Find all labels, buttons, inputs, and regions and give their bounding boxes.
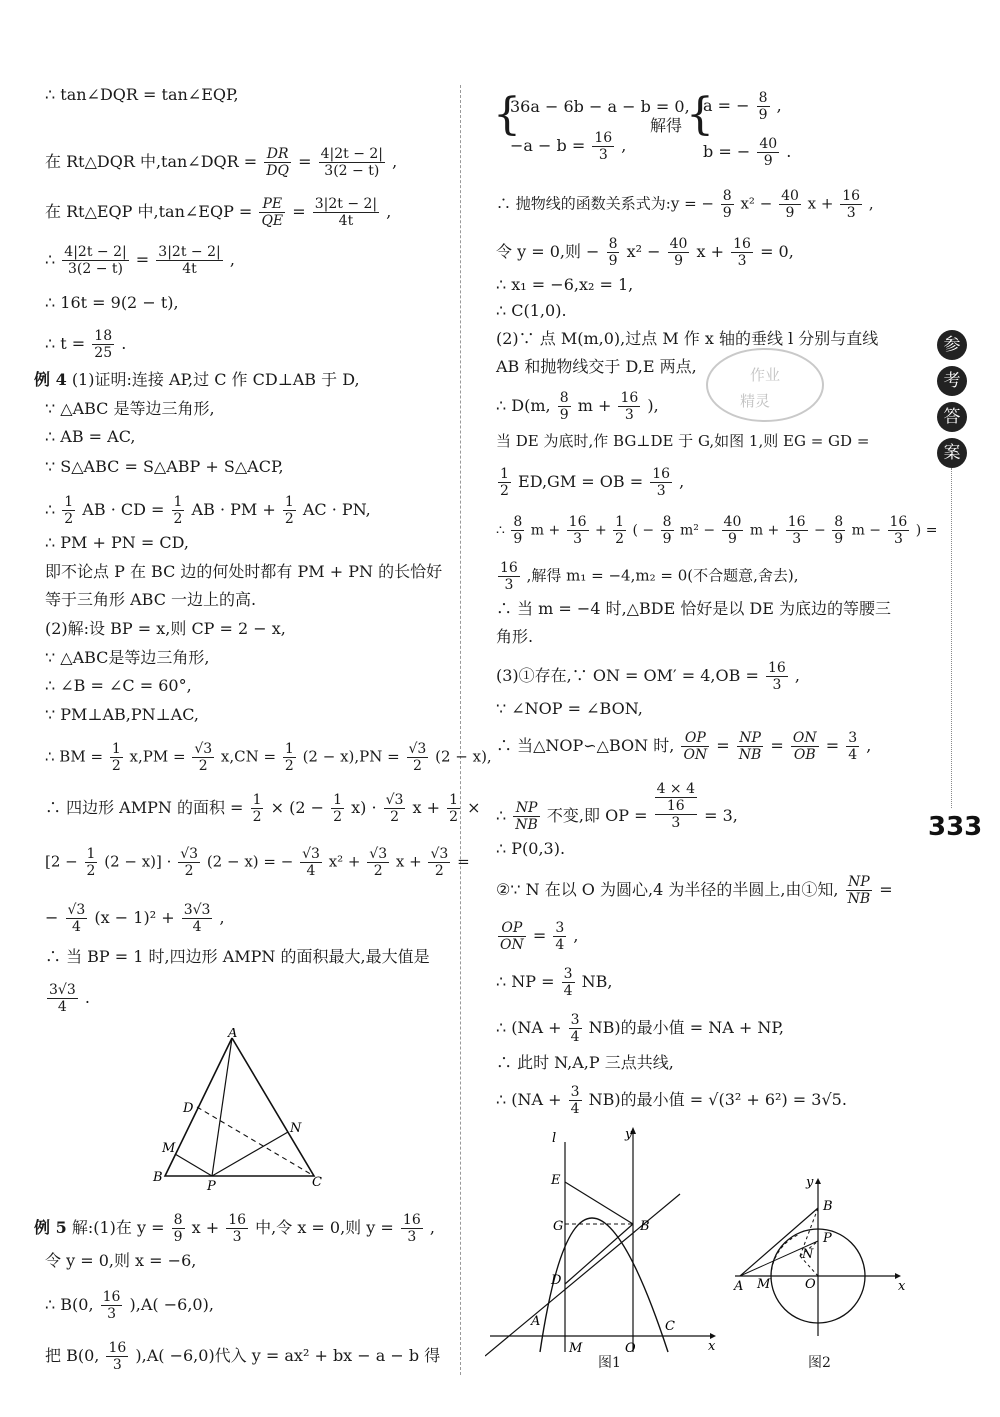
left-brace: { (493, 89, 521, 140)
label-e: E (551, 1173, 561, 1188)
text-line: ∴ x₁ = −6,x₂ = 1, (496, 275, 634, 294)
text-line: ∴ ∠B = ∠C = 60°, (45, 676, 192, 695)
stamp-text: 作业 (750, 366, 781, 384)
text-line: (3)①存在,∵ ON = OM′ = 4,OB = $\frac{16}{3}$ , (496, 660, 800, 693)
figure-2-caption: 图2 (808, 1355, 831, 1371)
text-line: ∴ PM + PN = CD, (45, 533, 189, 552)
text-line: ②∵ N 在以 O 为圆心,4 为半径的半圆上,由①知, $\frac{NP}{NB}$ = (496, 874, 893, 907)
text-line: ∴ 16t = 9(2 − t), (45, 293, 179, 312)
label-a: A (531, 1314, 541, 1329)
label-y: y (806, 1176, 814, 1190)
point-label-p: P (207, 1179, 216, 1193)
text-line: 解得 (650, 116, 683, 135)
segment-eb (565, 1182, 633, 1224)
segment-pm (175, 1154, 212, 1176)
point-label-b: B (153, 1170, 163, 1185)
text-line: ∵ PM⊥AB,PN⊥AC, (45, 705, 199, 724)
figure-2-graph (730, 1176, 910, 1346)
segment-db (565, 1224, 633, 1284)
watermark-stamp (700, 340, 830, 430)
figure-1-graph (485, 1124, 725, 1364)
text-line: ∴ t = $\frac{18}{25}$ . (45, 328, 127, 361)
text-line: ∴ C(1,0). (496, 301, 567, 320)
tab-char: 答 (937, 402, 967, 432)
triangle-figure (150, 1028, 340, 1193)
stamp-text: 精灵 (740, 392, 771, 410)
text-line: ∵ △ABC是等边三角形, (45, 648, 210, 667)
label-m: M (757, 1277, 771, 1292)
side-tab (934, 330, 970, 474)
text-line: ∵ ∠NOP = ∠BON, (496, 699, 643, 718)
text-line: ∴ (NA + $\frac{3}{4}$ NB)的最小值 = √(3² + 6²) = 3√5. (496, 1084, 847, 1117)
label-x: x (898, 1279, 906, 1294)
text-line: (2)∵ 点 M(m,0),过点 M 作 x 轴的垂线 l 分别与直线 (496, 329, 879, 348)
figure-1-caption: 图1 (598, 1355, 621, 1371)
text-line: ∴ (NA + $\frac{3}{4}$ NB)的最小值 = NA + NP, (496, 1012, 784, 1045)
column-divider (460, 85, 461, 1375)
text-line: ∴ $\frac{8}{9}$ m + $\frac{16}{3}$ + $\frac{1}{2}$ ( − $\frac{8}{9}$ m² − $\frac{40}{9}$ m + $\frac{16}{3}$ − $\frac{8}{9}$ m − $\frac{16}{3}$ ) = (496, 514, 938, 547)
text-line: ∴ $\frac{NP}{NB}$ 不变,即 OP = 4 × 4 16 3 = 3, (496, 780, 738, 833)
label-d: D (551, 1273, 562, 1288)
text-line: 令 y = 0,则 − $\frac{8}{9}$ x² − $\frac{40}{9}$ x + $\frac{16}{3}$ = 0, (496, 236, 794, 269)
label-b: B (640, 1219, 650, 1234)
text-line: $\frac{1}{2}$ ED,GM = OB = $\frac{16}{3}$ , (500, 466, 685, 499)
y-axis-arrow (815, 1178, 821, 1184)
text-line: 把 B(0, $\frac{16}{3}$ ),A( −6,0)代入 y = ax² + bx − a − b 得 (45, 1340, 441, 1373)
text-line: b = − $\frac{40}{9}$ . (703, 136, 792, 169)
text-line: $\frac{OP}{ON}$ = $\frac{3}{4}$ , (500, 920, 579, 953)
label-y: y (625, 1127, 633, 1142)
text-line: 在 Rt△EQP 中,tan∠EQP = $\frac{PE}{QE}$ = $\frac{3|2t - 2|}{4t}$ , (45, 196, 392, 229)
text-line: ∴ 抛物线的函数关系式为:y = − $\frac{8}{9}$ x² − $\frac{40}{9}$ x + $\frac{16}{3}$ , (496, 188, 874, 221)
text-line: − $\frac{√3}{4}$ (x − 1)² + $\frac{3√3}{4}$ , (45, 902, 225, 935)
label-a: A (734, 1279, 744, 1294)
text-line: [2 − $\frac{1}{2}$ (2 − x)] · $\frac{√3}{2}$ (2 − x) = − $\frac{√3}{4}$ x² + $\frac{√3}{2}$ x + $\frac{√3}{2}$ = (45, 846, 470, 879)
label-l: l (552, 1131, 557, 1146)
text-line: ∴ tan∠DQR = tan∠EQP, (45, 85, 239, 104)
point-label-d: D (183, 1101, 194, 1116)
text-line: ∴ $\frac{4|2t - 2|}{3(2 - t)}$ = $\frac{3|2t - 2|}{4t}$ , (45, 244, 235, 277)
text-line: −a − b = $\frac{16}{3}$ , (510, 130, 627, 163)
text-line: ∴ 此时 N,A,P 三点共线, (496, 1053, 674, 1072)
point-label-m: M (162, 1141, 176, 1156)
point-label-a: A (228, 1028, 238, 1041)
label-b: B (823, 1199, 833, 1214)
label-p: P (823, 1231, 832, 1246)
text-line: ∵ △ABC 是等边三角形, (45, 399, 215, 418)
page-number: 333 (928, 812, 983, 842)
text-line: ∴ D(m, $\frac{8}{9}$ m + $\frac{16}{3}$ ), (496, 390, 659, 423)
text-line: ∴ 当 m = −4 时,△BDE 恰好是以 DE 为底边的等腰三 (496, 599, 892, 618)
point-label-n: N (290, 1121, 302, 1136)
text-line: a = − $\frac{8}{9}$ , (703, 90, 782, 123)
line-ab (485, 1194, 680, 1356)
label-n: N (802, 1247, 814, 1262)
text-line: ∴ B(0, $\frac{16}{3}$ ),A( −6,0), (45, 1289, 214, 1322)
label-c: C (665, 1319, 675, 1334)
label-m: M (569, 1341, 583, 1356)
text-line: 例 4 (1)证明:连接 AP,过 C 作 CD⊥AB 于 D, (34, 370, 360, 389)
text-line: 令 y = 0,则 x = −6, (45, 1251, 197, 1270)
example-tag: 例 5 (34, 1218, 67, 1237)
label-g: G (553, 1219, 564, 1234)
text-line: ∴ P(0,3). (496, 839, 566, 858)
text-line: AB 和抛物线交于 D,E 两点, (496, 357, 697, 376)
text-line: ∴ NP = $\frac{3}{4}$ NB, (496, 966, 613, 999)
left-brace: { (686, 89, 714, 140)
text-line: $\frac{16}{3}$ ,解得 m₁ = −4,m₂ = 0(不合题意,舍去), (500, 560, 799, 593)
text-line: ∵ S△ABC = S△ABP + S△ACP, (45, 457, 284, 476)
text-line: $\frac{3√3}{4}$ . (49, 982, 90, 1015)
text-line: 在 Rt△DQR 中,tan∠DQR = $\frac{DR}{DQ}$ = $\frac{4|2t - 2|}{3(2 - t)}$ , (45, 146, 398, 179)
tab-char: 案 (937, 438, 967, 468)
text-line: ∴ AB = AC, (45, 427, 136, 446)
text-line: 等于三角形 ABC 一边上的高. (45, 590, 257, 609)
text-line: ∴ 四边形 AMPN 的面积 = $\frac{1}{2}$ × (2 − $\frac{1}{2}$ x) · $\frac{√3}{2}$ x + $\frac{1}{2}$ × (45, 792, 481, 825)
label-o: O (805, 1277, 816, 1292)
text-line: 角形. (496, 627, 534, 646)
label-x: x (708, 1339, 716, 1354)
text-line: 36a − 6b − a − b = 0, (510, 97, 690, 116)
label-o: O (625, 1341, 636, 1356)
text-line: 例 5 解:(1)在 y = $\frac{8}{9}$ x + $\frac{16}{3}$ 中,令 x = 0,则 y = $\frac{16}{3}$ , (34, 1212, 435, 1245)
text-line: 即不论点 P 在 BC 边的何处时都有 PM + PN 的长恰好 (45, 562, 443, 581)
text-line: 当 DE 为底时,作 BG⊥DE 于 G,如图 1,则 EG = GD = (496, 432, 870, 450)
text-line: ∴ 当△NOP∽△BON 时, $\frac{OP}{ON}$ = $\frac{NP}{NB}$ = $\frac{ON}{OB}$ = $\frac{3}{4}$ , (496, 730, 872, 763)
tab-char: 参 (937, 330, 967, 360)
point-label-c: C (312, 1175, 322, 1190)
tab-char: 考 (937, 366, 967, 396)
text-line: ∴ 当 BP = 1 时,四边形 AMPN 的面积最大,最大值是 (45, 947, 430, 966)
example-tag: 例 4 (34, 370, 67, 389)
side-dotted-line (951, 468, 952, 808)
text-line: ∴ $\frac{1}{2}$ AB · CD = $\frac{1}{2}$ AB · PM + $\frac{1}{2}$ AC · PN, (45, 494, 371, 527)
stamp-outline (707, 349, 823, 421)
text-line: ∴ BM = $\frac{1}{2}$ x,PM = $\frac{√3}{2}$ x,CN = $\frac{1}{2}$ (2 − x),PN = $\frac{√3}{2}$ (2 − x), (45, 741, 492, 774)
segment-cd (197, 1107, 314, 1176)
line-ab (740, 1208, 818, 1276)
text-line: (2)解:设 BP = x,则 CP = 2 − x, (45, 619, 286, 638)
